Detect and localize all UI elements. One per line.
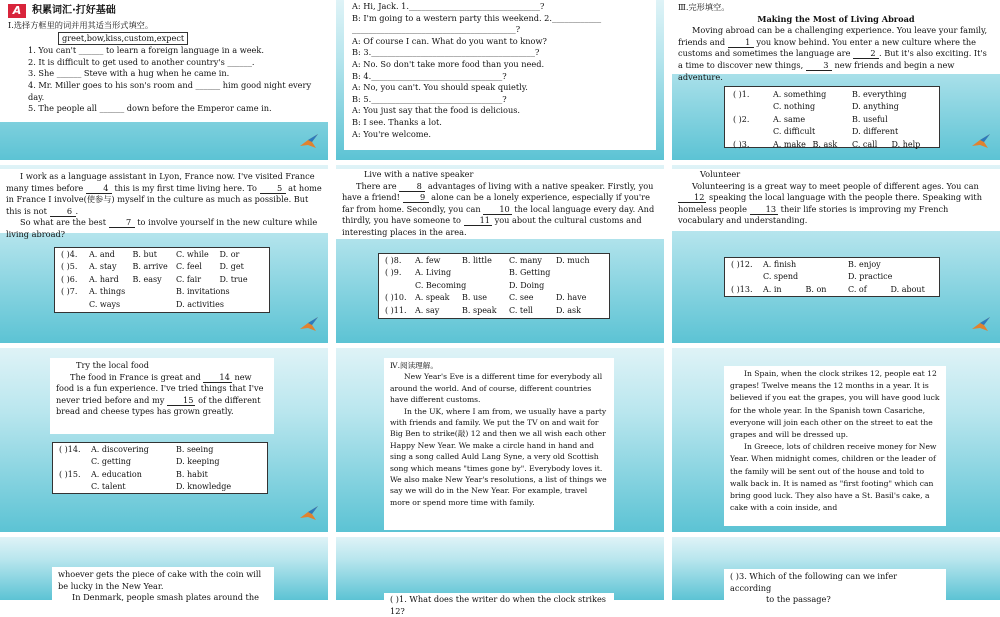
passage-paragraph: Moving abroad can be a challenging experience. You leave your family, friends and 1 you know behind. You enter a new culture where the customs and sometimes the language are 2 . But it's also exciting. It's a time to discover new things, 3 new friends and begin a new adventure. bbox=[678, 25, 988, 82]
options-box bbox=[724, 86, 940, 148]
slide-10[interactable] bbox=[0, 537, 328, 603]
question-line: ( )1. What does the writer do when the clock strikes 12? bbox=[390, 594, 606, 616]
dialogue-line: ________________________________________? bbox=[352, 24, 521, 35]
option-row: ( )8. A. few B. little C. many D. much bbox=[385, 256, 590, 265]
slide-2[interactable] bbox=[336, 0, 664, 160]
slide-5[interactable] bbox=[336, 165, 664, 343]
slide-8[interactable] bbox=[336, 348, 664, 532]
option-row: C. getting D. keeping bbox=[91, 457, 220, 467]
option-row: C. ways D. activities bbox=[89, 299, 224, 309]
option-row: ( )7. A. things B. invitations bbox=[61, 287, 230, 297]
reading-panel bbox=[724, 366, 946, 526]
slide-9[interactable] bbox=[672, 348, 1000, 532]
passage-paragraph: In the UK, where I am from, we usually have a party with friends and family. We put the TV on and wait for Big Ben to strike(敲) 12 and then we all wish each other Happy New Year. We make a circle hand in hand and sing a song called Auld Lang Syne, a very old Scottish song which means "times gone by". Everybody loves it. We also make New Year's resolutions, a list of things we say we will do in the New Year. For example, travel more or spend more time with family. bbox=[390, 406, 607, 507]
option-row: ( )14. A. discovering B. seeing bbox=[59, 445, 214, 454]
section-heading: Try the local food bbox=[76, 360, 149, 370]
blank-12[interactable]: 12 bbox=[678, 193, 706, 203]
blank-3[interactable]: 3 bbox=[806, 61, 832, 71]
section-heading: Live with a native speaker bbox=[364, 169, 474, 179]
question-panel bbox=[724, 569, 946, 609]
bird-icon bbox=[298, 132, 320, 152]
passage-paragraph: Volunteering is a great way to meet people of different ages. You can 12 speaking the local language with the people there. Speaking with homeless people 13 their life stories is improving my French vocabulary and understanding. bbox=[678, 180, 982, 226]
options-box bbox=[724, 257, 940, 297]
passage-paragraph: In Greece, lots of children receive money for New Year. When midnight comes, children or the leader of the family will be sent out of the house and told to walk back in. It is named as "first footing" which can bring good luck. They also have a St. Basil's cake, a cake with a coin inside, and bbox=[730, 442, 937, 513]
blank-5[interactable]: 5 bbox=[260, 184, 286, 194]
option-row: ( )12. A. finish B. enjoy bbox=[731, 260, 881, 269]
vocab-item: 5. The people all ______ down before the Emperor came in. bbox=[28, 103, 272, 114]
question-panel bbox=[384, 593, 614, 616]
options-box bbox=[378, 253, 610, 319]
blank-2[interactable]: 2 bbox=[853, 49, 879, 59]
blank-15[interactable]: 15 bbox=[167, 396, 195, 406]
passage-paragraph: New Year's Eve is a different time for everybody all around the world. And of course, different countries have different customs. bbox=[390, 372, 603, 405]
option-row: ( )11. A. say B. speak C. tell D. ask bbox=[385, 305, 581, 315]
dialogue-line: B: 5.________________________________? bbox=[352, 93, 507, 104]
slide-6[interactable] bbox=[672, 165, 1000, 343]
option-row: ( )10. A. speak B. use C. see D. have bbox=[385, 293, 587, 303]
vocab-item: 2. It is difficult to get used to another country's ______. bbox=[28, 56, 255, 67]
blank-14[interactable]: 14 bbox=[203, 373, 231, 383]
slide-12[interactable] bbox=[672, 537, 1000, 605]
option-row: ( )13. A. in B. on C. of D. about bbox=[731, 284, 925, 294]
blank-10[interactable]: 10 bbox=[483, 205, 511, 215]
bird-icon bbox=[298, 504, 320, 524]
dialogue-line: A: No. So don't take more food than you need. bbox=[352, 58, 545, 69]
section-title: 积累词汇·打好基础 bbox=[32, 5, 116, 17]
reading-panel bbox=[52, 567, 274, 607]
options-box bbox=[52, 442, 268, 494]
dialogue-line: B: I see. Thanks a lot. bbox=[352, 116, 442, 127]
blank-9[interactable]: 9 bbox=[403, 193, 429, 203]
option-row: ( )6. A. hard B. easy C. fair D. true bbox=[61, 274, 248, 284]
passage-paragraph: So what are the best 7 to involve yourself in the new culture while living abroad? bbox=[6, 217, 318, 239]
dialogue-panel bbox=[344, 0, 656, 150]
dialogue-line: A: Hi, Jack. 1.________________________________? bbox=[352, 1, 545, 11]
option-row: ( )9. A. Living B. Getting bbox=[385, 268, 551, 278]
part-label: Ⅲ.完形填空。 bbox=[678, 2, 730, 12]
slide-1[interactable] bbox=[0, 0, 328, 160]
blank-7[interactable]: 7 bbox=[109, 218, 135, 228]
blank-1[interactable]: 1 bbox=[728, 38, 754, 48]
passage-title: Making the Most of Living Abroad bbox=[757, 13, 915, 24]
vocab-item: 3. She ______ Steve with a hug when he came in. bbox=[28, 68, 230, 79]
cloze-panel bbox=[336, 169, 664, 239]
option-row: C. difficult D. different bbox=[773, 127, 899, 137]
vocab-panel bbox=[0, 0, 328, 122]
blank-13[interactable]: 13 bbox=[750, 205, 778, 215]
part-label: Ⅳ.阅读理解。 bbox=[390, 361, 438, 370]
dialogue-line: B: 3.________________________________________? bbox=[352, 47, 540, 58]
passage-paragraph: I work as a language assistant in Lyon, France now. I've visited France many times before 4 this is my first time living here. To 5 at home in France I involve(使参与) myself in the culture as much as possible. But this is not 6 . bbox=[6, 171, 322, 216]
slide-3[interactable] bbox=[672, 0, 1000, 160]
cloze-panel bbox=[50, 358, 274, 434]
cloze-panel bbox=[0, 169, 328, 239]
option-row: ( )15. A. education B. habit bbox=[59, 469, 208, 479]
reading-panel bbox=[384, 358, 614, 530]
passage-paragraph: The food in France is great and 14 new food is a fun experience. I've tried things that I've never tried before and my 15 of the different bread and cheese types has grown greatly. bbox=[56, 371, 264, 417]
slide-11[interactable] bbox=[336, 537, 664, 616]
bird-icon bbox=[970, 315, 992, 335]
section-heading: Volunteer bbox=[700, 169, 741, 179]
dialogue-line: B: I'm going to a western party this weekend. 2.____________ bbox=[352, 12, 602, 23]
cloze-intro-panel bbox=[672, 0, 1000, 82]
option-row: C. talent D. knowledge bbox=[91, 482, 232, 492]
passage-paragraph: In Spain, when the clock strikes 12, people eat 12 grapes! Twelve means the 12 months in a year. It is believed if you eat the grapes, you will have good luck for the whole year. In the Spanish town Casariche, everyone will join each other on the street to eat the grapes and will be dressed up. bbox=[730, 369, 940, 440]
blank-6[interactable]: 6 bbox=[50, 207, 76, 217]
bird-icon bbox=[298, 315, 320, 335]
word-box: greet,bow,kiss,custom,expect bbox=[58, 32, 188, 46]
options-box bbox=[54, 247, 270, 313]
cloze-panel bbox=[672, 169, 1000, 231]
blank-11[interactable]: 11 bbox=[464, 216, 492, 226]
blank-8[interactable]: 8 bbox=[399, 182, 425, 192]
passage-line: whoever gets the piece of cake with the coin will be lucky in the New Year. bbox=[58, 569, 262, 591]
option-row: ( )5. A. stay B. arrive C. feel D. get bbox=[61, 262, 244, 272]
passage-paragraph: There are 8 advantages of living with a native speaker. Firstly, you have a friend! 9 alone can be a lonely experience, especially if you're far from home. Secondly, you can 10 the local language every day. And thirdly, you have someone to 11 you about the cultural customs and interesting places in the area. bbox=[342, 180, 655, 237]
vocab-item: 1. You can't ______ to learn a foreign language in a week. bbox=[28, 45, 264, 56]
vocab-item: 4. Mr. Miller goes to his son's room and ______ him good night every day. bbox=[28, 79, 312, 102]
option-row: ( )1. A. something B. everything bbox=[733, 90, 907, 99]
slide-4[interactable] bbox=[0, 165, 328, 343]
dialogue-line: B: 4.________________________________? bbox=[352, 70, 507, 81]
question-line: ( )3. Which of the following can we infer according bbox=[730, 571, 898, 593]
slide-7[interactable] bbox=[0, 348, 328, 532]
part-label: Ⅰ.选择方框里的词并用其适当形式填空。 bbox=[8, 20, 154, 30]
option-row: C. nothing D. anything bbox=[773, 102, 899, 112]
dialogue-line: A: No, you can't. You should speak quietly. bbox=[352, 82, 528, 93]
option-row: ( )3. A. make B. ask C. call D. help bbox=[733, 139, 921, 149]
section-header bbox=[8, 4, 320, 18]
dialogue-line: A: You just say that the food is delicious. bbox=[352, 105, 521, 116]
dialogue-line: A: You're welcome. bbox=[352, 128, 431, 139]
section-badge: A bbox=[8, 4, 26, 18]
passage-line: In Denmark, people smash plates around the bbox=[72, 592, 259, 603]
bird-icon bbox=[970, 132, 992, 152]
question-line: to the passage? bbox=[766, 594, 831, 605]
option-row: C. Becoming D. Doing bbox=[415, 280, 545, 290]
option-row: ( )4. A. and B. but C. while D. or bbox=[61, 250, 240, 259]
option-row: ( )2. A. same B. useful bbox=[733, 114, 888, 124]
blank-4[interactable]: 4 bbox=[86, 184, 112, 194]
dialogue-line: A: Of course I can. What do you want to know? bbox=[352, 35, 547, 46]
option-row: C. spend D. practice bbox=[763, 272, 893, 282]
